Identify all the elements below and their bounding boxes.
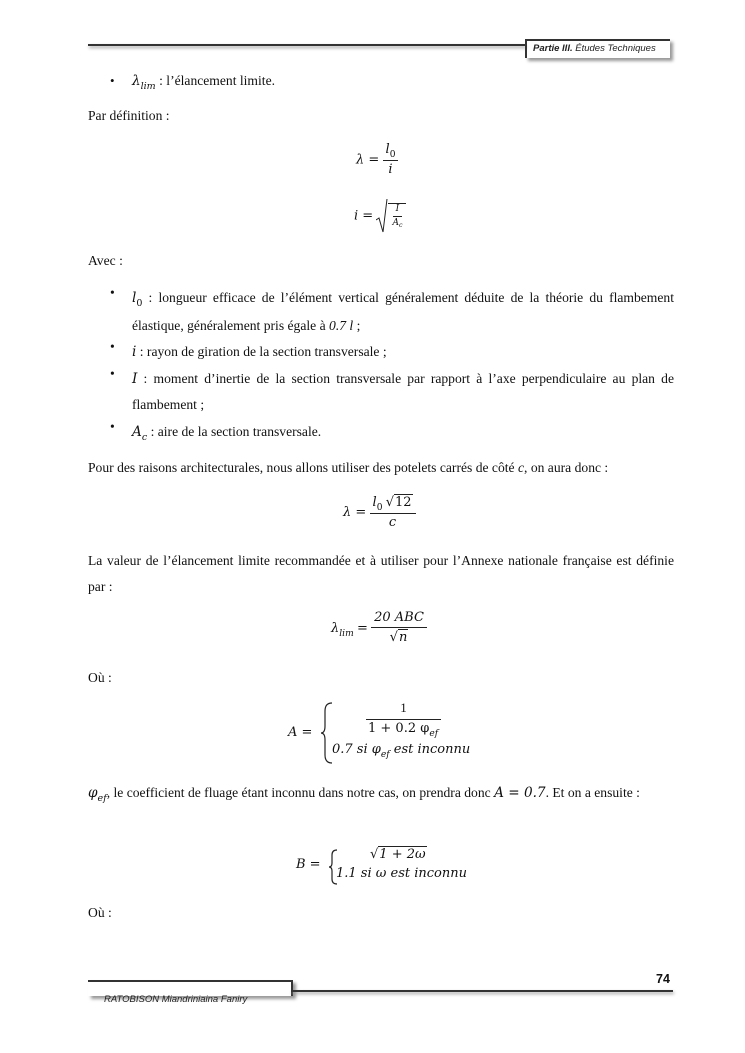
page-number: 74 bbox=[656, 972, 670, 986]
paragraph-architecture bbox=[88, 455, 674, 481]
bullet-lambda-lim bbox=[110, 68, 275, 96]
radical-icon: √ bbox=[370, 847, 379, 862]
b1-text: : rayon de giration de la section transversale ; bbox=[136, 344, 387, 359]
equation-lambda-c bbox=[343, 494, 416, 531]
b3-sym: A bbox=[132, 424, 142, 440]
footer-author: RATOBISON Miandriniaina Faniry bbox=[104, 994, 248, 1005]
bullet-i bbox=[132, 339, 674, 365]
eq3-lhs: λ = bbox=[343, 505, 367, 520]
b3-sub: c bbox=[141, 432, 148, 443]
eqA-l2-post: est inconnu bbox=[389, 742, 471, 757]
eq1-num: l bbox=[385, 142, 390, 157]
symbol-subscript: lim bbox=[140, 81, 156, 92]
eq4-eq: = bbox=[356, 621, 368, 636]
paragraph-valeur: La valeur de l’élancement limite recommandée et à utiliser pour l’Annexe nationale française est définie par : bbox=[88, 553, 674, 594]
header-section: Études Techniques bbox=[575, 43, 656, 54]
b2-sym: I bbox=[132, 371, 138, 387]
ou-label-2: Où : bbox=[88, 905, 112, 920]
footer-rule bbox=[291, 990, 673, 992]
eqB-l1: 1 + 2ω bbox=[379, 847, 426, 862]
eq3-sqrt: 12 bbox=[395, 495, 412, 510]
eq3-fraction bbox=[370, 494, 416, 531]
eqA-l2-pre: 0.7 si φ bbox=[332, 742, 381, 757]
equation-lambda bbox=[356, 142, 398, 178]
bullet-dot-icon: • bbox=[110, 73, 115, 88]
phi-sym: φ bbox=[88, 785, 98, 801]
eqA-den-sub: ef bbox=[429, 729, 439, 739]
eq3-num-l: l bbox=[372, 495, 377, 510]
bullet-dot-icon: • bbox=[110, 285, 115, 300]
b3-text: : aire de la section transversale. bbox=[147, 424, 322, 439]
b0-sub: 0 bbox=[136, 298, 143, 309]
phi-after: . Et on a ensuite : bbox=[545, 785, 640, 800]
eqA-num: 1 bbox=[400, 700, 407, 715]
bullet-dot-icon: • bbox=[110, 366, 115, 381]
eqB-l2: 1.1 si ω est inconnu bbox=[336, 866, 467, 881]
bullet-l0 bbox=[132, 285, 674, 339]
eq4-sub: lim bbox=[339, 629, 354, 639]
radical-icon bbox=[376, 198, 388, 234]
b0-text: : longueur efficace de l’élément vertical généralement déduite de la théorie du flambement élastique, généralement pris égale à bbox=[132, 290, 674, 333]
radical-icon: √ bbox=[385, 495, 395, 510]
eq2-den-sub: c bbox=[398, 222, 403, 229]
b0-sym: l bbox=[132, 290, 137, 306]
eq2-lhs: i = bbox=[354, 208, 374, 224]
eq2-sqrt bbox=[376, 198, 406, 234]
b2-text: : moment d’inertie de la section transversale par rapport à l’axe perpendiculaire au plan de flambement ; bbox=[132, 371, 674, 412]
radical-icon: √ bbox=[389, 630, 398, 645]
bullet-text: : l’élancement limite. bbox=[155, 73, 275, 88]
bullet-dot-icon: • bbox=[110, 339, 115, 354]
arch-var: c bbox=[517, 460, 525, 475]
arch-after: , on aura donc : bbox=[524, 460, 609, 475]
b0-tail: ; bbox=[353, 318, 361, 333]
phi-text: , le coefficient de fluage étant inconnu dans notre cas, on prendra donc bbox=[106, 785, 495, 800]
eq1-den: i bbox=[388, 162, 393, 177]
eq3-den: c bbox=[388, 515, 397, 530]
b0-italic: 0.7 l bbox=[329, 318, 354, 333]
eq1-num-sub: 0 bbox=[389, 150, 396, 160]
eq1-lhs: λ = bbox=[356, 152, 380, 168]
b1-sym: i bbox=[132, 344, 137, 360]
phi-sub: ef bbox=[97, 793, 107, 804]
header-rule bbox=[88, 44, 525, 46]
eqA-lhs: A = bbox=[288, 725, 313, 740]
eq1-fraction bbox=[383, 142, 399, 178]
equation-i bbox=[354, 198, 406, 234]
eqA-den-pre: 1 + 0.2 φ bbox=[368, 721, 430, 736]
running-header bbox=[533, 43, 656, 54]
eqA-l2-sub: ef bbox=[380, 750, 390, 760]
bullet-I bbox=[132, 366, 674, 418]
eq4-den: n bbox=[398, 630, 408, 645]
eq4-num: 20 ABC bbox=[371, 610, 427, 628]
eqA-bar bbox=[366, 719, 441, 720]
bullet-Ac bbox=[132, 419, 674, 447]
phi-math: A = 0.7 bbox=[494, 785, 546, 801]
eq4-fraction bbox=[371, 610, 427, 646]
symbol-lambda: λ bbox=[131, 73, 141, 89]
bullet-dot-icon: • bbox=[110, 419, 115, 434]
eq3-num-sub: 0 bbox=[376, 503, 383, 513]
eqB-lhs: B = bbox=[296, 857, 321, 872]
eq2-den: A bbox=[392, 218, 399, 228]
eq4-sym: λ bbox=[331, 621, 340, 636]
equation-lambda-lim bbox=[331, 610, 427, 646]
header-part: Partie III. bbox=[533, 43, 573, 54]
avec-label: Avec : bbox=[88, 253, 123, 268]
eq2-num: I bbox=[393, 204, 403, 217]
ou-label-1: Où : bbox=[88, 670, 112, 685]
arch-before: Pour des raisons architecturales, nous allons utiliser des potelets carrés de côté bbox=[88, 460, 518, 475]
paragraph-phi bbox=[88, 780, 674, 808]
par-definition: Par définition : bbox=[88, 108, 170, 123]
